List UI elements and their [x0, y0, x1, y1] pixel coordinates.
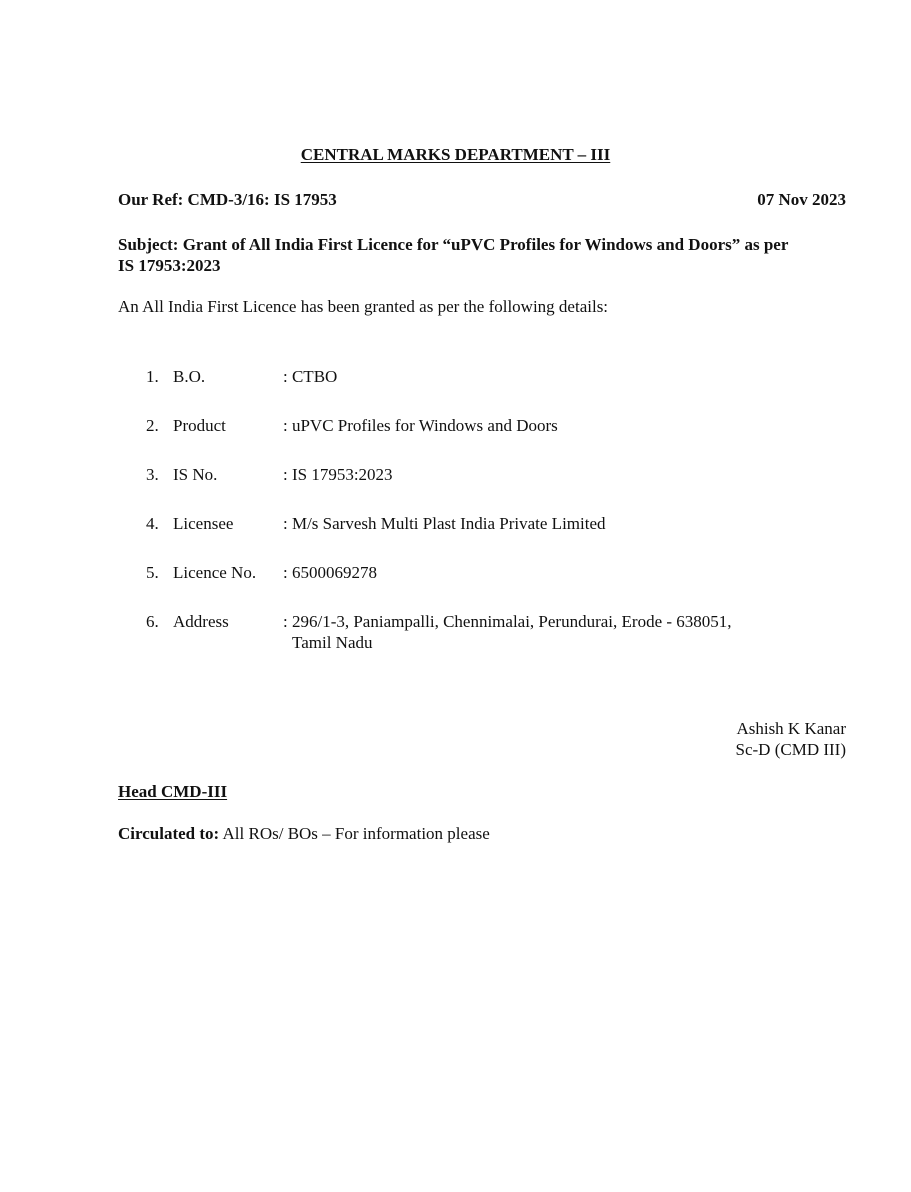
detail-label: B.O. — [173, 367, 206, 386]
signatory-designation: Sc-D (CMD III) — [735, 740, 846, 759]
circulated-label: Circulated to: — [118, 824, 220, 843]
detail-value: : uPVC Profiles for Windows and Doors — [283, 416, 558, 435]
detail-value: : IS 17953:2023 — [283, 465, 393, 484]
detail-value — [283, 611, 823, 660]
detail-label: Product — [173, 416, 226, 435]
address-line-1: : 296/1-3, Paniampalli, Chennimalai, Perundurai, Erode - 638051, — [283, 612, 732, 631]
head-title: Head CMD-III — [118, 782, 228, 801]
document-date: 07 Nov 2023 — [757, 190, 846, 209]
detail-row-bo — [146, 366, 846, 415]
circulation-note — [118, 824, 490, 844]
detail-label: Licence No. — [173, 563, 257, 582]
address-line-2: Tamil Nadu — [292, 633, 373, 652]
reference-number: Our Ref: CMD-3/16: IS 17953 — [118, 190, 337, 209]
signatory-name: Ashish K Kanar — [736, 719, 846, 738]
detail-row-is-no — [146, 464, 846, 513]
detail-number: 4. — [146, 514, 159, 533]
circulated-text: All ROs/ BOs – For information please — [219, 824, 490, 843]
detail-row-product — [146, 415, 846, 464]
reference-row — [118, 190, 846, 210]
detail-number: 2. — [146, 416, 159, 435]
details-list — [146, 366, 846, 660]
detail-number: 5. — [146, 563, 159, 582]
detail-row-licence-no — [146, 562, 846, 611]
detail-number: 1. — [146, 367, 159, 386]
subject-line-1: Subject: Grant of All India First Licence for “uPVC Profiles for Windows and Doors” as per — [118, 235, 789, 254]
detail-label: Licensee — [173, 514, 234, 533]
intro-text: An All India First Licence has been granted as per the following details: — [118, 297, 609, 316]
detail-row-address — [146, 611, 846, 660]
detail-number: 6. — [146, 612, 159, 631]
detail-number: 3. — [146, 465, 159, 484]
subject-line-2: IS 17953:2023 — [118, 256, 221, 275]
detail-value: : M/s Sarvesh Multi Plast India Private Limited — [283, 514, 606, 533]
signature-block — [736, 718, 846, 760]
detail-label: IS No. — [173, 465, 218, 484]
detail-row-licensee — [146, 513, 846, 562]
detail-value: : 6500069278 — [283, 563, 377, 582]
detail-value: : CTBO — [283, 367, 338, 386]
subject — [118, 234, 848, 276]
document-heading: CENTRAL MARKS DEPARTMENT – III — [300, 145, 611, 164]
detail-label: Address — [173, 612, 229, 631]
